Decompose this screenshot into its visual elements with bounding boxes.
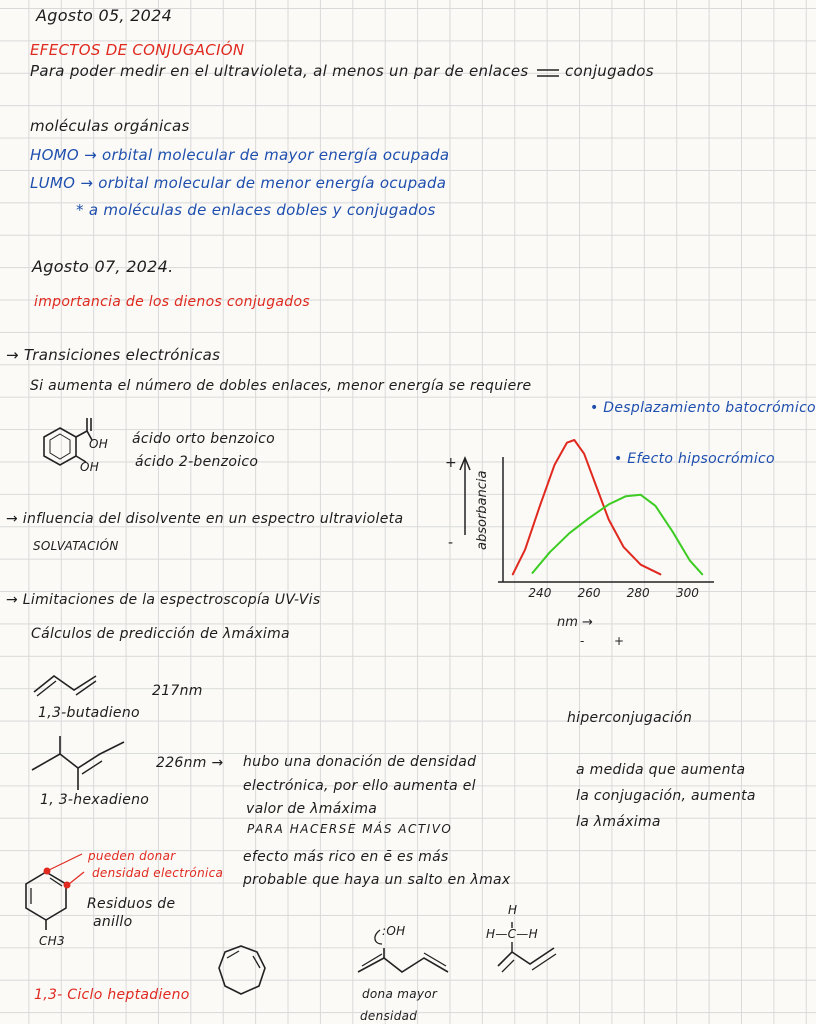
solvation-label: SOLVATACIÓN: [33, 539, 119, 553]
lambda-prediction-heading: Cálculos de predicción de λmáxima: [31, 626, 290, 642]
chart-x-minus-sign: -: [580, 634, 585, 648]
donor-note-1: pueden donar: [88, 849, 176, 863]
cycloheptadiene-name: 1,3- Ciclo heptadieno: [34, 987, 190, 1003]
chart-y-minus-sign: -: [448, 535, 454, 551]
explanation-line-3: valor de λmáxima: [246, 801, 378, 817]
explanation-line-1: hubo una donación de densidad: [243, 754, 477, 770]
effect-line-1: efecto más rico en ē es más: [243, 849, 449, 865]
chart-y-axis-label: absorbancia: [475, 470, 490, 550]
transitions-statement: Si aumenta el número de dobles enlaces, menor energía se requiere: [30, 378, 532, 394]
explanation-line-2: electrónica, por ello aumenta el: [243, 778, 476, 794]
conjugated-note: * a moléculas de enlaces dobles y conjugados: [76, 201, 436, 219]
limitations-heading: → Limitaciones de la espectroscopía UV-Vis: [6, 592, 321, 608]
effect-line-2: probable que haya un salto en λmax: [243, 872, 511, 888]
hexadiene-lambda: 226nm →: [156, 755, 224, 771]
ch3-label: CH3: [39, 934, 65, 948]
acid-name-1: ácido orto benzoico: [132, 431, 276, 447]
chart-x-tick-label: 260: [577, 586, 601, 600]
chart-x-axis-label: nm →: [557, 615, 593, 630]
oh-label-bottom: OH: [80, 460, 100, 474]
oh-group-label: :OH: [382, 924, 406, 938]
hyperconjugation-line-3: la λmáxima: [576, 814, 661, 830]
chart-y-plus-sign: +: [445, 455, 457, 471]
residues-label-1: Residuos de: [87, 896, 176, 912]
oh-label-top: OH: [89, 437, 109, 451]
explanation-line-4: PARA HACERSE MÁS ACTIVO: [247, 822, 453, 836]
donates-note-2: densidad: [360, 1009, 418, 1023]
chart-x-plus-sign: +: [614, 634, 625, 648]
butadiene-structure: [32, 672, 112, 702]
methyl-hch: H—C—H: [486, 927, 538, 941]
methyl-h-top: H: [508, 903, 518, 917]
chart-x-tick-label: 240: [528, 586, 552, 600]
donor-note-2: densidad electrónica: [92, 866, 224, 880]
uv-requirement-text: Para poder medir en el ultravioleta, al menos un par de enlaces: [30, 62, 529, 80]
section-title-conjugation: EFECTOS DE CONJUGACIÓN: [30, 41, 245, 59]
hyperconjugation-line-1: a medida que aumenta: [576, 762, 746, 778]
cycloheptadiene-structure: [215, 942, 275, 1002]
butadiene-lambda: 217nm: [152, 683, 203, 699]
chart-x-tick-label: 280: [626, 586, 650, 600]
hyperconjugation-title: hiperconjugación: [567, 710, 693, 726]
methyl-diene-structure: [494, 918, 574, 978]
lumo-definition: LUMO → orbital molecular de menor energía ocupada: [30, 174, 447, 192]
donates-note-1: dona mayor: [362, 987, 438, 1001]
legend-bathochromic: • Desplazamiento batocrómico: [590, 400, 816, 416]
date-heading-2: Agosto 07, 2024.: [32, 257, 174, 276]
butadiene-name: 1,3-butadieno: [38, 705, 140, 721]
homo-definition: HOMO → orbital molecular de mayor energía ocupada: [30, 146, 450, 164]
organic-molecules-label: moléculas orgánicas: [30, 117, 190, 135]
section-title-dienes: importancia de los dienos conjugados: [34, 294, 310, 310]
electronic-transitions-heading: → Transiciones electrónicas: [6, 346, 221, 364]
hyperconjugation-line-2: la conjugación, aumenta: [576, 788, 756, 804]
conjugated-word: conjugados: [565, 62, 654, 80]
acid-name-2: ácido 2-benzoico: [135, 454, 259, 470]
residues-label-2: anillo: [93, 914, 133, 930]
hexadiene-name: 1, 3-hexadieno: [40, 792, 150, 808]
solvent-influence-heading: → influencia del disolvente en un espectro ultravioleta: [6, 511, 404, 527]
hydroxy-diene-structure: [354, 922, 454, 982]
chart-x-tick-label: 300: [675, 586, 699, 600]
legend-hypsochromic: • Efecto hipsocrómico: [614, 451, 775, 467]
date-heading-1: Agosto 05, 2024: [36, 6, 173, 25]
